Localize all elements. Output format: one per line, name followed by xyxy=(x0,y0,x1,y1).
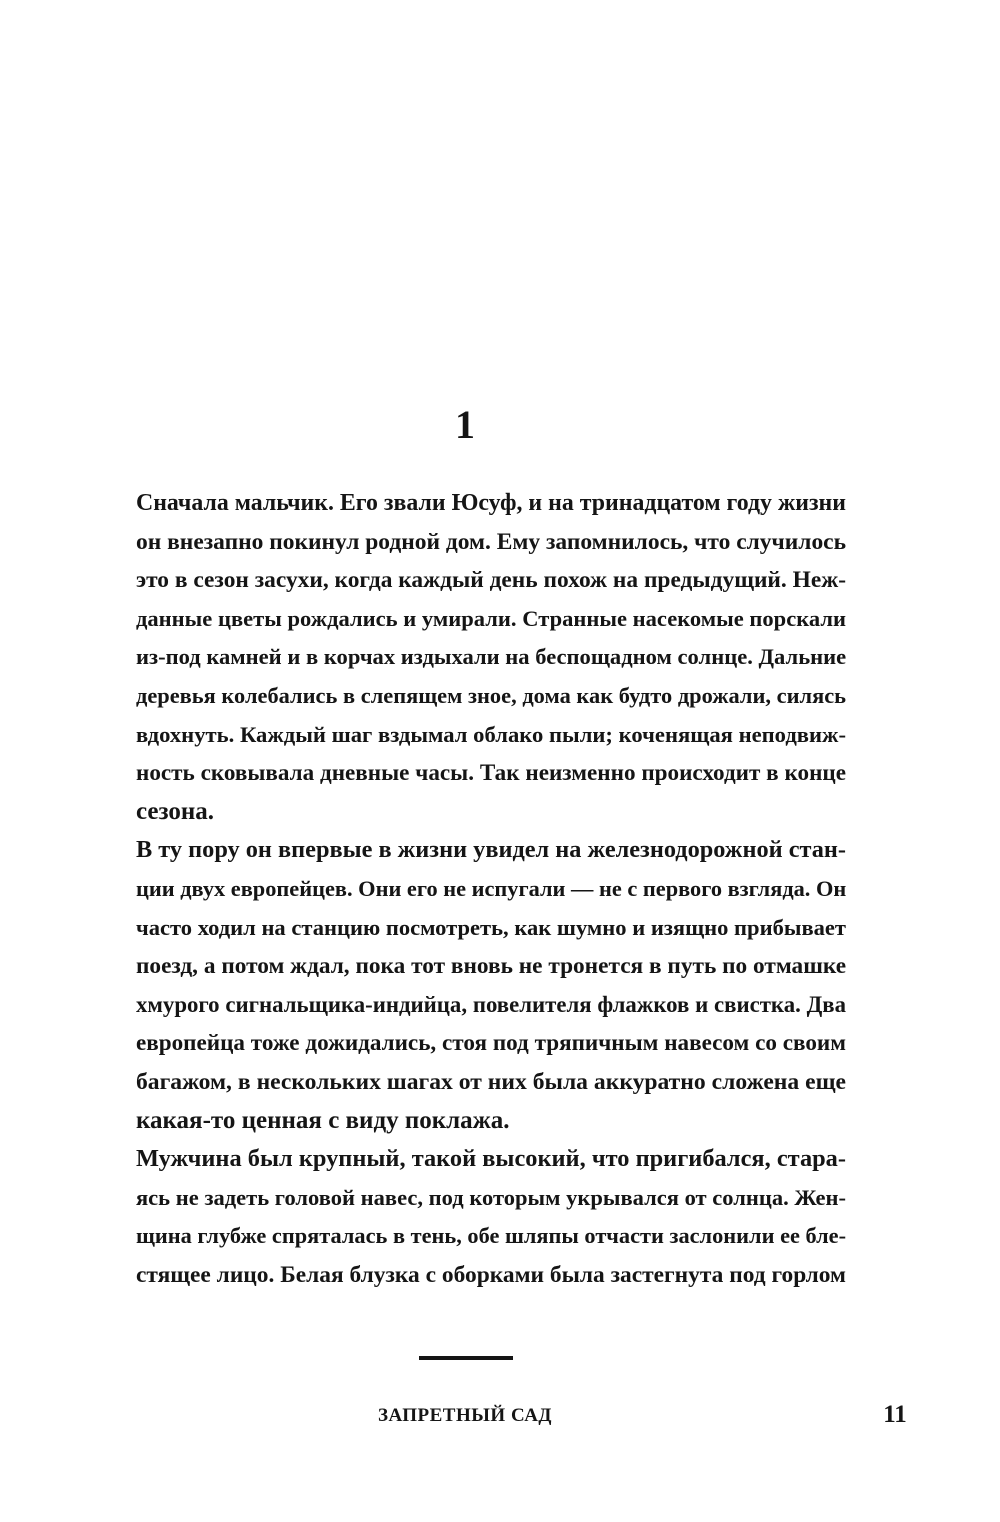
chapter-number: 1 xyxy=(455,402,475,447)
text-line: он внезапно покинул родной дом. Ему запомнилось, что случилось xyxy=(136,528,847,555)
text-line: деревья колебались в слепящем зное, дома как будто дрожали, силясь xyxy=(136,682,846,708)
footer-rule xyxy=(419,1356,513,1360)
text-line: В ту пору он впервые в жизни увидел на железнодорожной стан- xyxy=(136,836,846,864)
text-line: поезд, а потом ждал, пока тот вновь не тронется в путь по отмашке xyxy=(136,953,847,980)
text-line: багажом, в нескольких шагах от них была аккуратно сложена еще xyxy=(136,1068,846,1095)
text-line: это в сезон засухи, когда каждый день похож на предыдущий. Неж- xyxy=(136,567,846,594)
text-line: Сначала мальчик. Его звали Юсуф, и на тринадцатом году жизни xyxy=(136,490,846,516)
text-line: Мужчина был крупный, такой высокий, что пригибался, стара- xyxy=(136,1145,846,1173)
text-line: вдохнуть. Каждый шаг вздымал облако пыли; коченящая неподвиж- xyxy=(136,721,846,747)
text-line: данные цветы рождались и умирали. Странные насекомые порскали xyxy=(136,605,846,631)
paragraph-1 xyxy=(136,484,846,831)
text-line: ясь не задеть головой навес, под которым укрывался от солнца. Жен- xyxy=(136,1184,846,1210)
text-line: хмурого сигнальщика-индийца, повелителя флажков и свистка. Два xyxy=(136,991,846,1017)
paragraph-3 xyxy=(136,1140,846,1294)
text-line: из-под камней и в корчах издыхали на беспощадном солнце. Дальние xyxy=(136,644,847,670)
text-line: какая-то ценная с виду поклажа. xyxy=(136,1106,510,1134)
body-text xyxy=(136,484,846,1294)
text-line: стящее лицо. Белая блузка с оборками была застегнута под горлом xyxy=(136,1261,846,1288)
running-title: ЗАПРЕТНЫЙ САД xyxy=(377,1405,553,1426)
paragraph-2 xyxy=(136,831,846,1140)
page-number: 11 xyxy=(883,1401,907,1428)
text-line: часто ходил на станцию посмотреть, как шумно и изящно прибывает xyxy=(136,914,846,940)
text-line: сезона. xyxy=(136,797,215,825)
text-line: щина глубже спряталась в тень, обе шляпы отчасти заслонили ее бле- xyxy=(136,1223,847,1249)
text-line: европейца тоже дожидались, стоя под тряпичным навесом со своим xyxy=(136,1030,846,1057)
text-line: ность сковывала дневные часы. Так неизменно происходит в конце xyxy=(136,760,846,787)
text-line: ции двух европейцев. Они его не испугали — не с первого взгляда. Он xyxy=(136,875,847,901)
